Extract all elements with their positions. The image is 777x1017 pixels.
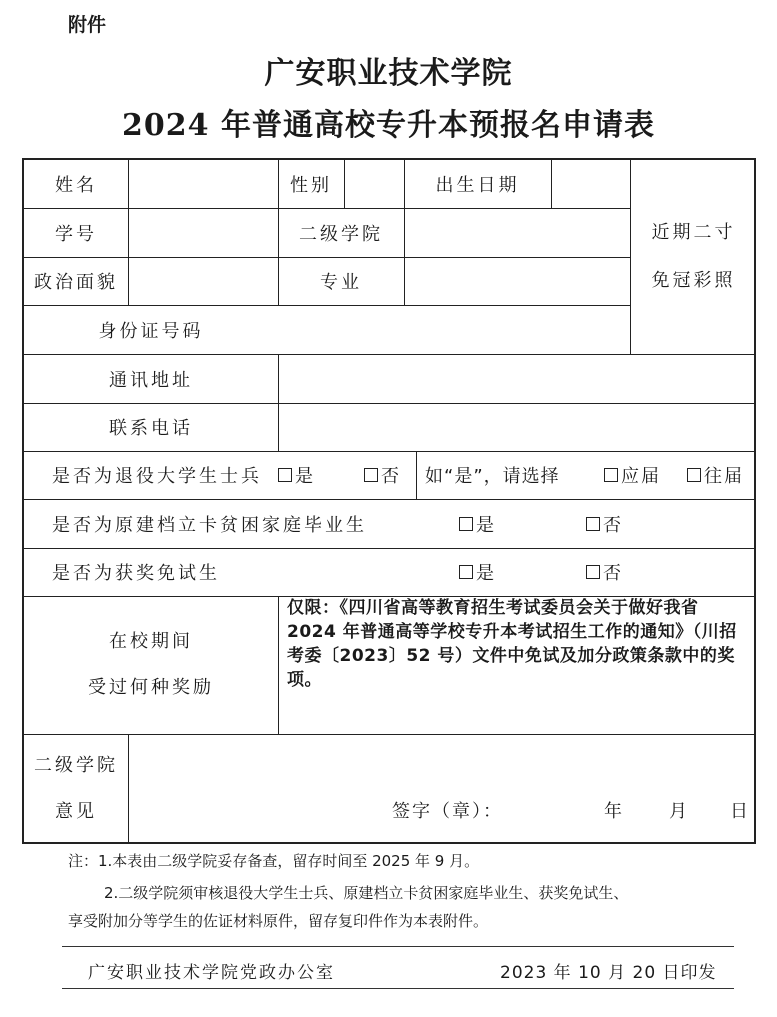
application-form-table <box>22 158 756 844</box>
checkbox-icon[interactable] <box>687 468 701 482</box>
id-number-field[interactable] <box>279 305 630 354</box>
student-id-label: 学号 <box>55 223 97 245</box>
checkbox-icon[interactable] <box>364 468 378 482</box>
phone-field[interactable] <box>279 403 756 451</box>
veteran-yes-option[interactable] <box>278 451 315 499</box>
photo-box[interactable] <box>631 160 756 354</box>
political-field[interactable] <box>129 257 278 305</box>
col-divider <box>416 451 417 499</box>
poverty-question: 是否为原建档立卡贫困家庭毕业生 <box>52 514 367 536</box>
award-label-line2: 受过何种奖励 <box>88 677 214 698</box>
poverty-yes-option[interactable] <box>459 499 496 548</box>
veteran-previous-label: 往届 <box>704 466 744 487</box>
opinion-label-line1: 二级学院 <box>34 755 118 776</box>
exempt-question: 是否为获奖免试生 <box>52 563 220 584</box>
student-id-field[interactable] <box>129 208 278 257</box>
veteran-current-option[interactable] <box>604 451 661 499</box>
major-field[interactable] <box>405 257 630 305</box>
note-2: 2.二级学院须审核退役大学生士兵、原建档立卡贫困家庭毕业生、获奖免试生、 <box>104 884 629 902</box>
id-number-label: 身份证号码 <box>98 320 204 342</box>
exempt-yes-option[interactable] <box>459 548 496 596</box>
checkbox-icon[interactable] <box>604 468 618 482</box>
opinion-label <box>24 734 128 844</box>
checkbox-icon[interactable] <box>278 468 292 482</box>
attachment-label: 附件 <box>68 14 107 36</box>
poverty-no-option[interactable] <box>586 499 623 548</box>
veteran-yes-label: 是 <box>295 466 315 487</box>
note-1: 注：1.本表由二级学院妥存备查，留存时间至 2025 年 9 月。 <box>68 852 480 870</box>
award-label <box>24 596 278 734</box>
address-field[interactable] <box>279 354 756 403</box>
month-label: 月 <box>669 801 690 822</box>
veteran-question: 是否为退役大学生士兵 <box>52 466 262 487</box>
signature-label: 签字（章）： <box>392 801 503 822</box>
exempt-no-label: 否 <box>603 563 623 584</box>
birthdate-label: 出生日期 <box>435 175 520 196</box>
award-description[interactable]: 仅限：《四川省高等教育招生考试委员会关于做好我省 2024 年普通高等学校专升本考试招生工作的通知》（川招考委〔2023〕52 号）文件中免试及加分政策条款中的奖项。 <box>287 598 737 690</box>
opinion-label-line2: 意见 <box>55 801 97 822</box>
veteran-no-label: 否 <box>381 466 401 487</box>
exempt-no-option[interactable] <box>586 548 623 596</box>
birthdate-field[interactable] <box>552 160 630 208</box>
veteran-previous-option[interactable] <box>687 451 744 499</box>
phone-label: 联系电话 <box>109 418 193 439</box>
day-label: 日 <box>730 801 751 822</box>
poverty-no-label: 否 <box>603 514 623 536</box>
document-subtitle: 2024 年普通高校专升本预报名申请表 <box>122 108 655 143</box>
poverty-yes-label: 是 <box>476 514 496 536</box>
veteran-current-label: 应届 <box>621 466 661 487</box>
note-3: 享受附加分等学生的佐证材料原件，留存复印件作为本表附件。 <box>68 912 489 930</box>
veteran-followup: 如“是”，请选择 <box>425 466 560 487</box>
college-field[interactable] <box>405 208 630 257</box>
checkbox-icon[interactable] <box>459 565 473 579</box>
veteran-no-option[interactable] <box>364 451 401 499</box>
footer-bottom-rule <box>62 988 734 989</box>
col-divider <box>128 734 129 844</box>
major-label: 专业 <box>320 272 362 293</box>
checkbox-icon[interactable] <box>586 565 600 579</box>
name-label: 姓名 <box>55 175 97 196</box>
college-label: 二级学院 <box>299 223 383 245</box>
document-title: 广安职业技术学院 <box>264 56 513 91</box>
political-label: 政治面貌 <box>34 272 118 293</box>
year-label: 年 <box>604 801 625 822</box>
gender-label: 性别 <box>290 175 332 196</box>
footer-office: 广安职业技术学院党政办公室 <box>88 963 335 983</box>
row-divider <box>24 734 756 735</box>
gender-field[interactable] <box>345 160 404 208</box>
photo-label-line2: 免冠彩照 <box>651 270 736 291</box>
award-label-line1: 在校期间 <box>109 631 193 652</box>
exempt-yes-label: 是 <box>476 563 496 584</box>
photo-label-line1: 近期二寸 <box>651 222 736 243</box>
checkbox-icon[interactable] <box>586 517 600 531</box>
footer-top-rule <box>62 946 734 947</box>
name-field[interactable] <box>129 160 278 208</box>
col-divider <box>278 596 279 734</box>
checkbox-icon[interactable] <box>459 517 473 531</box>
address-label: 通讯地址 <box>109 369 193 391</box>
footer-date: 2023 年 10 月 20 日印发 <box>500 963 717 983</box>
